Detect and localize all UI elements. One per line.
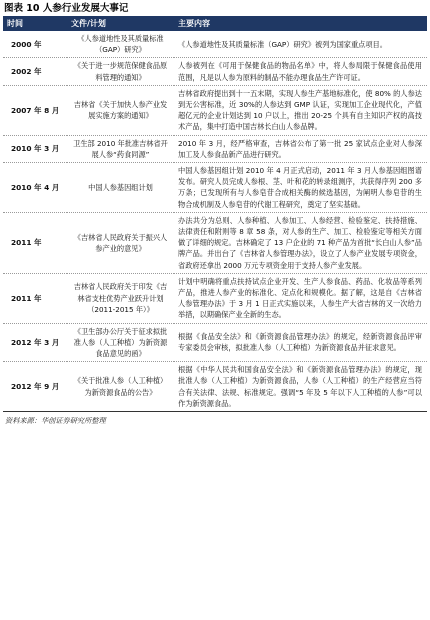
row-document: 吉林省人民政府关于印发《吉林省支柱优势产业跃升计划（2011-2015 年）》	[67, 273, 174, 323]
row-time: 2011 年	[3, 212, 67, 273]
row-document: 卫生部 2010 年批准吉林省开展人参“药食同源”	[67, 135, 174, 162]
events-table	[3, 16, 427, 412]
table-caption: 图表 10 人参行业发展大事记	[4, 3, 129, 14]
table-row	[3, 273, 427, 323]
row-time: 2007 年 8 月	[3, 85, 67, 135]
table-row	[3, 58, 427, 85]
row-content: 计划中明确将重点扶持试点企业开发、生产人参食品、药品、化妆品等系列产品，推进人参产业的标准化、定点化和规模化。据了解，这是自《吉林省人参管理办法》于 3 月 1 日正式实施以来，人参生产大省吉林的又一次给力举措，以期确保产业全新的生态。	[174, 273, 427, 323]
row-content: 人参被列在《可用于保健食品的物品名单》中，将人参局限于保健食品使用范围，凡是以人参为原料的制品不能办理食品生产许可证。	[174, 58, 427, 85]
header-document: 文件/计划	[71, 19, 106, 28]
row-time: 2012 年 3 月	[3, 323, 67, 362]
row-content: 根据《食品安全法》和《新资源食品管理办法》的规定，经新资源食品评审专家委员会审核，拟批准人参（人工种植）为新资源食品并征求意见。	[174, 323, 427, 362]
table-body	[3, 31, 427, 412]
row-content: 根据《中华人民共和国食品安全法》和《新资源食品管理办法》的规定，现批准人参（人工种植）为新资源食品，人参（人工种植）的生产经营应当符合有关法律、法规、标准规定。强调“5 年及 5 年以下人工种植的人参”可以作为新资源食品。	[174, 362, 427, 412]
row-document: 《吉林省人民政府关于振兴人参产业的意见》	[67, 212, 174, 273]
table-row	[3, 85, 427, 135]
row-document: 《卫生部办公厅关于征求拟批准人参（人工种植）为新资源食品意见的函》	[67, 323, 174, 362]
table-row	[3, 135, 427, 162]
row-document: 中国人参基因组计划	[67, 163, 174, 213]
table-row	[3, 323, 427, 362]
row-document: 《关于批准人参（人工种植）为新资源食品的公告》	[67, 362, 174, 412]
table-row	[3, 31, 427, 58]
table-row	[3, 163, 427, 213]
row-document: 吉林省《关于加快人参产业发展实施方案的通知》	[67, 85, 174, 135]
table-row	[3, 362, 427, 412]
row-document: 《人参道地性及其质量标准（GAP）研究》	[67, 31, 174, 58]
row-time: 2011 年	[3, 273, 67, 323]
row-time: 2010 年 4 月	[3, 163, 67, 213]
source-note: 资料来源：华创证券研究所整理	[5, 416, 106, 426]
table-row	[3, 212, 427, 273]
row-time: 2012 年 9 月	[3, 362, 67, 412]
row-content: 吉林省政府提出到十一五末期，实现人参生产基地标准化，使 80% 的人参达到无公害标准，近 30%的人参达到 GMP 认证，实现加工企业现代化，产值超亿元的企业计划达到 10 户以上，推出 20-25 个具有自主知识产权的高技术产品，集中打造中国吉林长白山人参品牌。	[174, 85, 427, 135]
row-content: 《人参道地性及其质量标准（GAP）研究》被列为国家重点项目。	[174, 31, 427, 58]
row-time: 2000 年	[3, 31, 67, 58]
row-content: 办法共分为总则、人参种植、人参加工、人参经营、检验鉴定、扶持措施、法律责任和附则等 8 章 58 条，对人参的生产、加工、检验鉴定等相关方面做了详细的规定。吉林确定了 13 户企业的 71 种产品为首批“长白山人参”品牌产品。并出台了《吉林省人参管理办法》，设立了人参产业发展专项资金，省政府还拿出 2000 万元专项资金用于支持人参产业发展。	[174, 212, 427, 273]
header-row	[3, 16, 427, 31]
row-document: 《关于进一步规范保健食品原料管理的通知》	[67, 58, 174, 85]
row-time: 2010 年 3 月	[3, 135, 67, 162]
row-content: 中国人参基因组计划 2010 年 4 月正式启动，2011 年 3 月人参基因组图谱发布。研究人员完成人参根、茎、叶和花的转录组测序，共获得序列 200 多万条；已发现所有与人参皂苷合成相关酶的候选基因，为阐明人参皂苷的生物合成机制及人参皂苷的代谢工程研究，奠定了坚实基础。	[174, 163, 427, 213]
table-header	[3, 16, 427, 31]
row-time: 2002 年	[3, 58, 67, 85]
header-content: 主要内容	[178, 19, 210, 28]
header-time: 时间	[7, 19, 23, 28]
row-content: 2010 年 3 月，经严格审查，吉林省公布了第一批 25 家试点企业对人参深加工及人参食品新产品进行研究。	[174, 135, 427, 162]
